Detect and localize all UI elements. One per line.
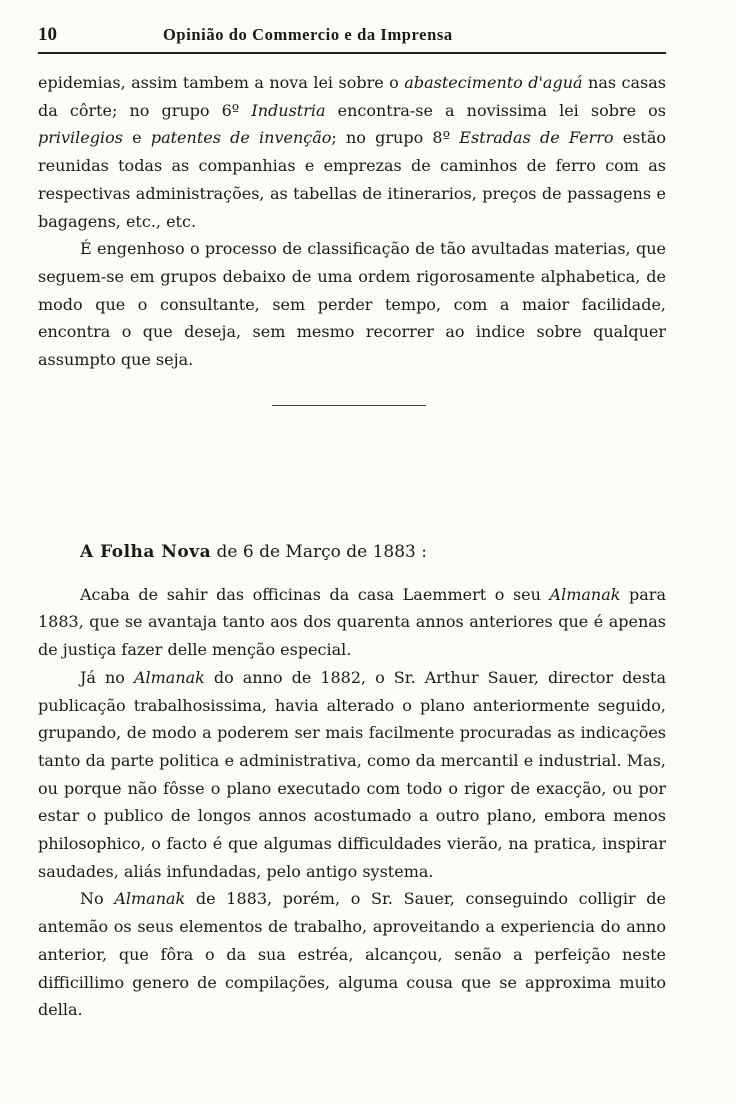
newspaper-name: A Folha Nova bbox=[80, 542, 212, 562]
title-date: de 6 de Março de 1883 : bbox=[211, 542, 427, 562]
italic-run: Almanak bbox=[114, 889, 186, 909]
text-run: encontra-se a novissima lei sobre os bbox=[325, 100, 666, 120]
text-run: de 1883, porém, o Sr. Sauer, conseguindo colligir de antemão os seus elementos de trabalho, aproveitando a experiencia do anno anterior, que fôra o da sua estréa, alcançou, senão a perfeição neste difficillimo genero de compilações, alguma cousa que se approxima muito della. bbox=[38, 889, 666, 1020]
text-run: estão reunidas todas as companhias e emprezas de caminhos de ferro com as respectivas administrações, as tabellas de itinerarios, preços de passagens e bagagens, etc., etc. bbox=[38, 128, 667, 231]
section-separator bbox=[272, 405, 426, 406]
paragraph: É engenhoso o processo de classificação de tão avultadas materias, que seguem-se em grupos debaixo de uma ordem rigorosamente alphabetica, de modo que o consultante, sem perder tempo, com a maior facilidade, encontra o que deseja, sem mesmo recorrer ao indice sobre qualquer assumpto que seja. bbox=[38, 239, 666, 370]
text-run: Já no bbox=[80, 667, 134, 687]
italic-run: abastecimento d'aguá bbox=[404, 73, 583, 92]
text-run: epidemias, assim tambem a nova lei sobre o bbox=[38, 73, 405, 92]
paragraph bbox=[38, 581, 666, 664]
text-run: e bbox=[122, 128, 151, 148]
text-run: No bbox=[80, 889, 115, 909]
section-almanak-review-continued bbox=[38, 69, 666, 374]
section-folha-nova bbox=[38, 539, 666, 1024]
italic-run: Industria bbox=[251, 100, 326, 120]
italic-run: Estradas de Ferro bbox=[459, 128, 614, 148]
header-rule bbox=[38, 52, 666, 54]
text-run: Acaba de sahir das officinas da casa Laemmert o seu bbox=[80, 584, 550, 604]
text-run: do anno de 1882, o Sr. Arthur Sauer, director desta publicação trabalhosissima, havia alterado o plano anteriormente seguido, grupando, de modo a poderem ser mais facilmente procuradas as indicações tanto da parte politica e administrativa, como da mercantil e industrial. Mas, ou porque não fôsse o plano executado com todo o rigor de exacção, ou por estar o publico de longos annos acostumado a outro plano, embora menos philosophico, o facto é que algumas difficuldades vierão, na pratica, inspirar saudades, aliás infundadas, pelo antigo systema. bbox=[38, 667, 667, 881]
running-head: Opinião do Commercio e da Imprensa bbox=[163, 25, 453, 44]
italic-run: Almanak bbox=[133, 667, 205, 687]
paragraph bbox=[38, 664, 666, 886]
section-title bbox=[38, 539, 666, 567]
text-run: nas casas da côrte; no grupo 6º bbox=[38, 73, 667, 120]
text-run: ; no grupo 8º bbox=[331, 128, 460, 148]
italic-run: patentes de invenção bbox=[150, 128, 332, 148]
text-run: para 1883, que se avantaja tanto aos dos quarenta annos anteriores que é apenas de justiça fazer delle menção especial. bbox=[38, 584, 666, 660]
paragraph bbox=[38, 69, 666, 235]
page-header bbox=[38, 22, 716, 48]
italic-run: privilegios bbox=[38, 128, 123, 148]
italic-run: Almanak bbox=[549, 584, 621, 604]
page-number: 10 bbox=[38, 24, 57, 45]
paragraph bbox=[38, 885, 666, 1024]
